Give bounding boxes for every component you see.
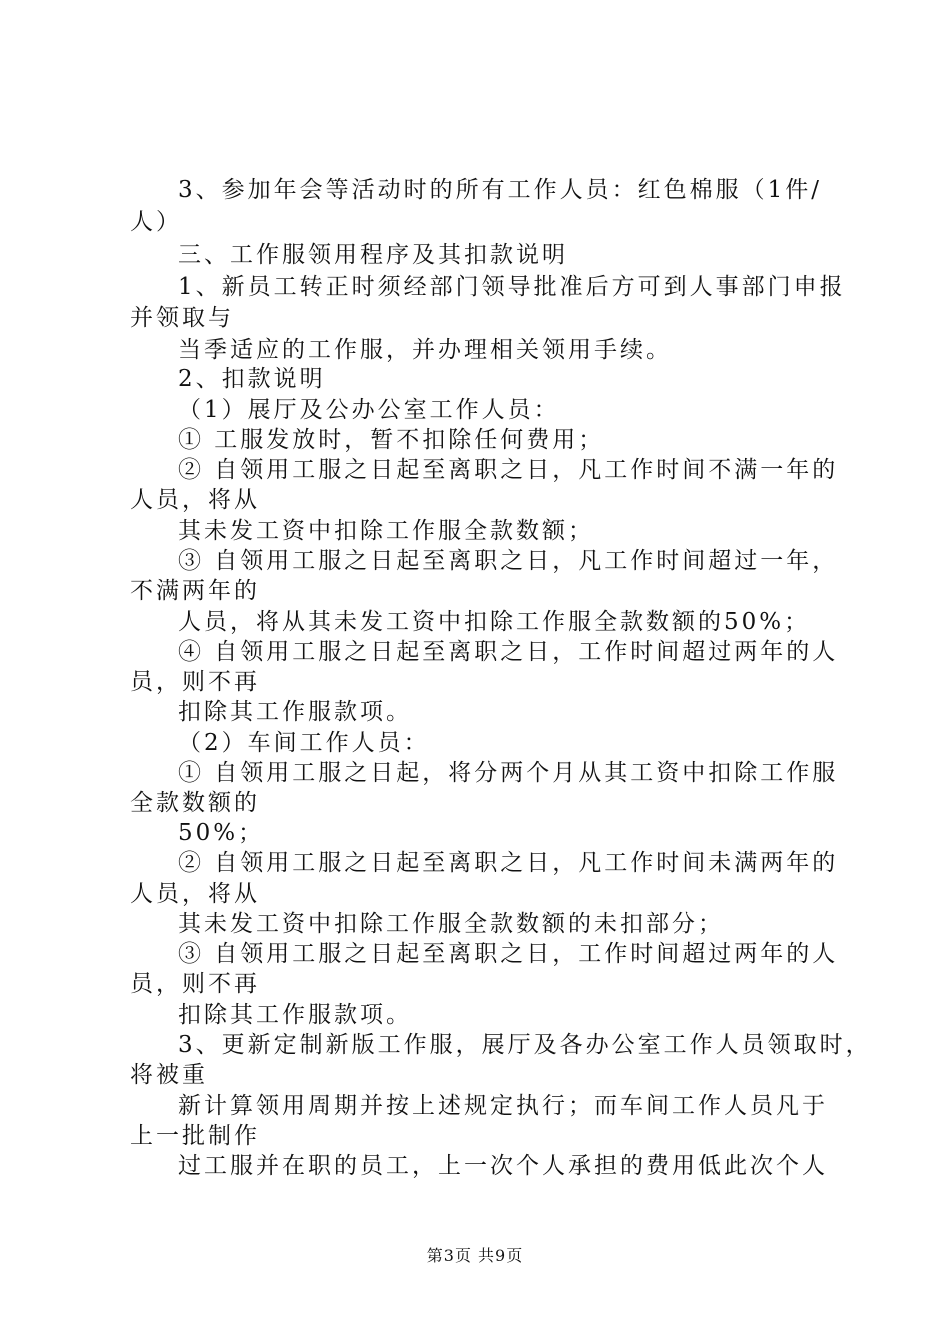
text-line: 当季适应的工作服，并办理相关领用手续。 <box>178 337 672 363</box>
text-line: （1）展厅及公办公室工作人员： <box>178 397 560 423</box>
text-line: 将被重 <box>130 1062 208 1088</box>
text-line: 人员，将从 <box>130 487 260 513</box>
text-line: 新计算领用周期并按上述规定执行；而车间工作人员凡于 <box>178 1093 828 1119</box>
text-line: 上一批制作 <box>130 1123 260 1149</box>
text-line: （2）车间工作人员： <box>178 730 430 756</box>
text-line: ① 工服发放时，暂不扣除任何费用； <box>178 427 605 453</box>
text-line: 过工服并在职的员工，上一次个人承担的费用低此次个人 <box>178 1153 828 1179</box>
text-line: 人） <box>130 209 182 235</box>
text-line: 人员，将从其未发工资中扣除工作服全款数额的50%； <box>178 609 811 635</box>
text-line: 人员，将从 <box>130 881 260 907</box>
text-line: 不满两年的 <box>130 578 260 604</box>
text-line: 扣除其工作服款项。 <box>178 699 412 725</box>
text-line: 其未发工资中扣除工作服全款数额； <box>178 518 594 544</box>
text-line: 其未发工资中扣除工作服全款数额的未扣部分； <box>178 911 724 937</box>
text-line: ① 自领用工服之日起，将分两个月从其工资中扣除工作服 <box>178 760 839 786</box>
page-number-footer: 第3页 共9页 <box>426 1246 524 1265</box>
text-line: ② 自领用工服之日起至离职之日，凡工作时间不满一年的 <box>178 457 839 483</box>
text-line: ③ 自领用工服之日起至离职之日，工作时间超过两年的人 <box>178 941 839 967</box>
text-line: 员，则不再 <box>130 971 260 997</box>
text-line: ② 自领用工服之日起至离职之日，凡工作时间未满两年的 <box>178 850 839 876</box>
text-line: 并领取与 <box>130 305 234 331</box>
text-line: 1、新员工转正时须经部门领导批准后方可到人事部门申报 <box>178 274 846 300</box>
text-line: 3、参加年会等活动时的所有工作人员：红色棉服（1件/ <box>178 177 823 203</box>
section-heading: 三、工作服领用程序及其扣款说明 <box>178 242 568 268</box>
text-line: 全款数额的 <box>130 790 260 816</box>
text-line: 员，则不再 <box>130 669 260 695</box>
text-line: ③ 自领用工服之日起至离职之日，凡工作时间超过一年， <box>178 548 839 574</box>
text-line: 50%； <box>178 820 265 846</box>
text-line: ④ 自领用工服之日起至离职之日，工作时间超过两年的人 <box>178 639 839 665</box>
text-line: 扣除其工作服款项。 <box>178 1002 412 1028</box>
text-line: 3、更新定制新版工作服，展厅及各办公室工作人员领取时， <box>178 1032 872 1058</box>
text-line: 2、扣款说明 <box>178 366 326 392</box>
